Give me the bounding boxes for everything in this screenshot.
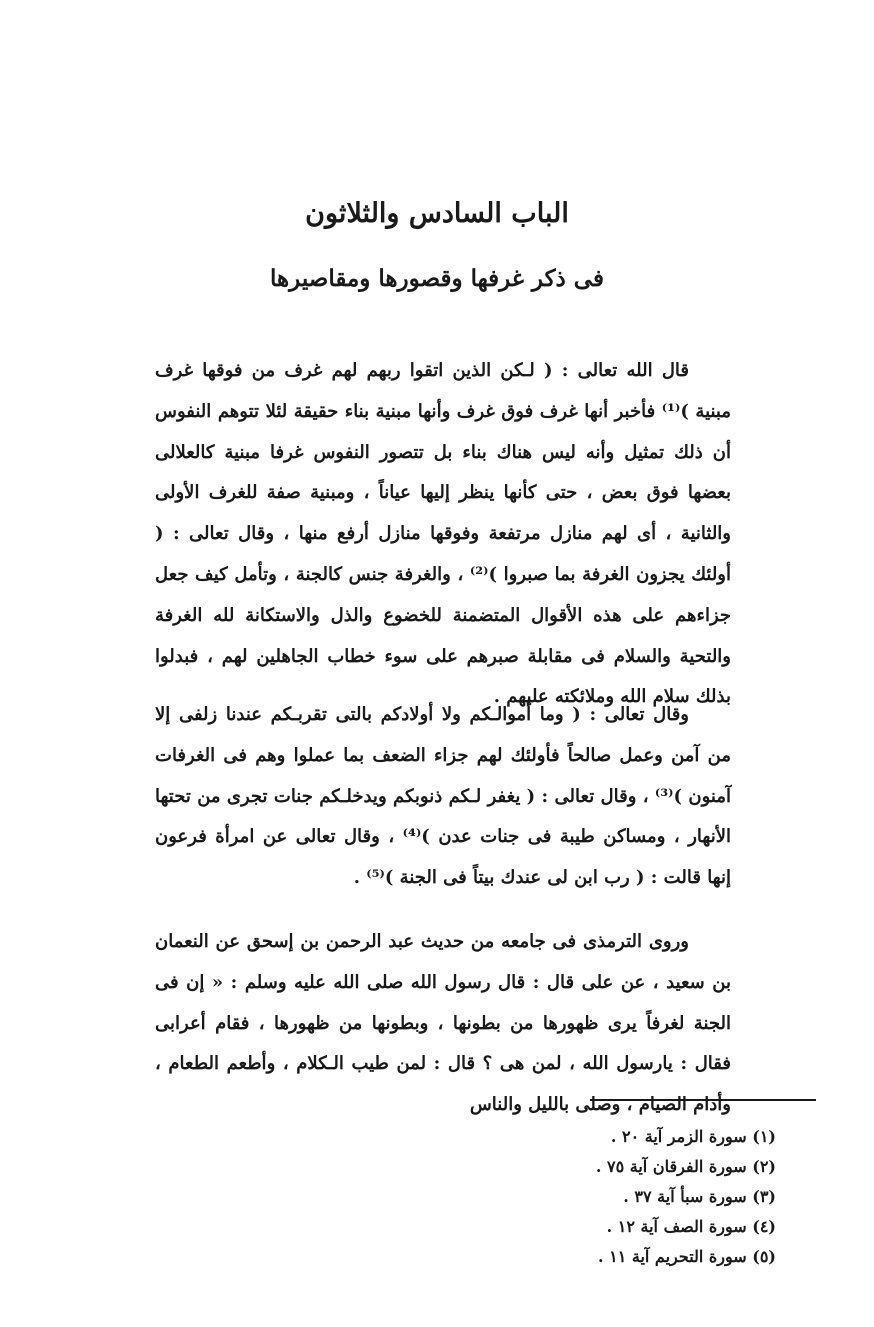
paragraph-text: وقال تعالى : ( وما أموالـكم ولا أولادكم بالتى تقربـكم عندنا زلفى إلا من آمن وعمل صالحاً فأولئك لهم جزاء الضعف بما عملوا وهم فى الغرفات آمنون )⁽³⁾ ، وقال تعالى : ( يغفر لـكم ذنوبكم ويدخلـكم جنات تجرى من تحتها الأنهار ، ومساكن طيبة فى جنات عدن )⁽⁴⁾ ، وقال تعالى عن امرأة فرعون إنها قالت : ( رب ابن لى عندك بيتاً فى الجنة )⁽⁵⁾ . — [155, 704, 731, 889]
footnote-item: (١) سورة الزمر آية ٢٠ . — [610, 1127, 776, 1146]
footnote-item: (٥) سورة التحريم آية ١١ . — [597, 1247, 776, 1266]
paragraph-text: وروى الترمذى فى جامعه من حديث عبد الرحمن بن إسحق عن النعمان بن سعيد ، عن على قال : قال رسول الله صلى الله عليه وسلم : « إن فى الجنة لغرفاً يرى ظهورها من بطونها ، وبطونها من ظهورها ، فقام أعرابى فقال : يارسول الله ، لمن هى ؟ قال : لمن طيب الـكلام ، وأطعم الطعام ، وأدام الصيام ، وصلى بالليل والناس — [155, 931, 731, 1116]
paragraph-text: قال الله تعالى : ( لـكن الذين اتقوا ربهم لهم غرف من فوقها غرف مبنية )⁽¹⁾ فأخبر أنها غرف فوق غرف وأنها مبنية بناء حقيقة لئلا تتوهم النفوس أن ذلك تمثيل وأنه ليس هناك بناء بل تتصور النفوس غرفا مبنية كالعلالى بعضها فوق بعض ، حتى كأنها ينظر إليها عياناً ، ومبنية صفة للغرف الأولى والثانية ، أى لهم منازل مرتفعة وفوقها منازل أرفع منها ، وقال تعالى : ( أولئك يجزون الغرفة بما صبروا )⁽²⁾ ، والغرفة جنس كالجنة ، وتأمل كيف جعل جزاءهم على هذه الأقوال المتضمنة للخضوع والذل والاستكانة لله الغرفة والتحية والسلام فى مقابلة صبرهم على سوء خطاب الجاهلين لهم ، فبدلوا بذلك سلام الله وملائكته عليهم . — [155, 360, 732, 708]
footnote-divider — [590, 1099, 816, 1101]
body-paragraph-1 — [155, 351, 731, 718]
footnote-item: (٤) سورة الصف آية ١٢ . — [606, 1217, 776, 1236]
footnote-item: (٣) سورة سبأ آية ٣٧ . — [623, 1187, 776, 1206]
chapter-title: الباب السادس والثلاثون — [305, 198, 569, 229]
footnotes-list — [476, 1122, 776, 1272]
body-paragraph-2 — [155, 695, 731, 899]
body-paragraph-3 — [155, 922, 731, 1126]
footnote-item: (٢) سورة الفرقان آية ٧٥ . — [595, 1157, 776, 1176]
chapter-subtitle: فى ذكر غرفها وقصورها ومقاصيرها — [270, 265, 604, 292]
